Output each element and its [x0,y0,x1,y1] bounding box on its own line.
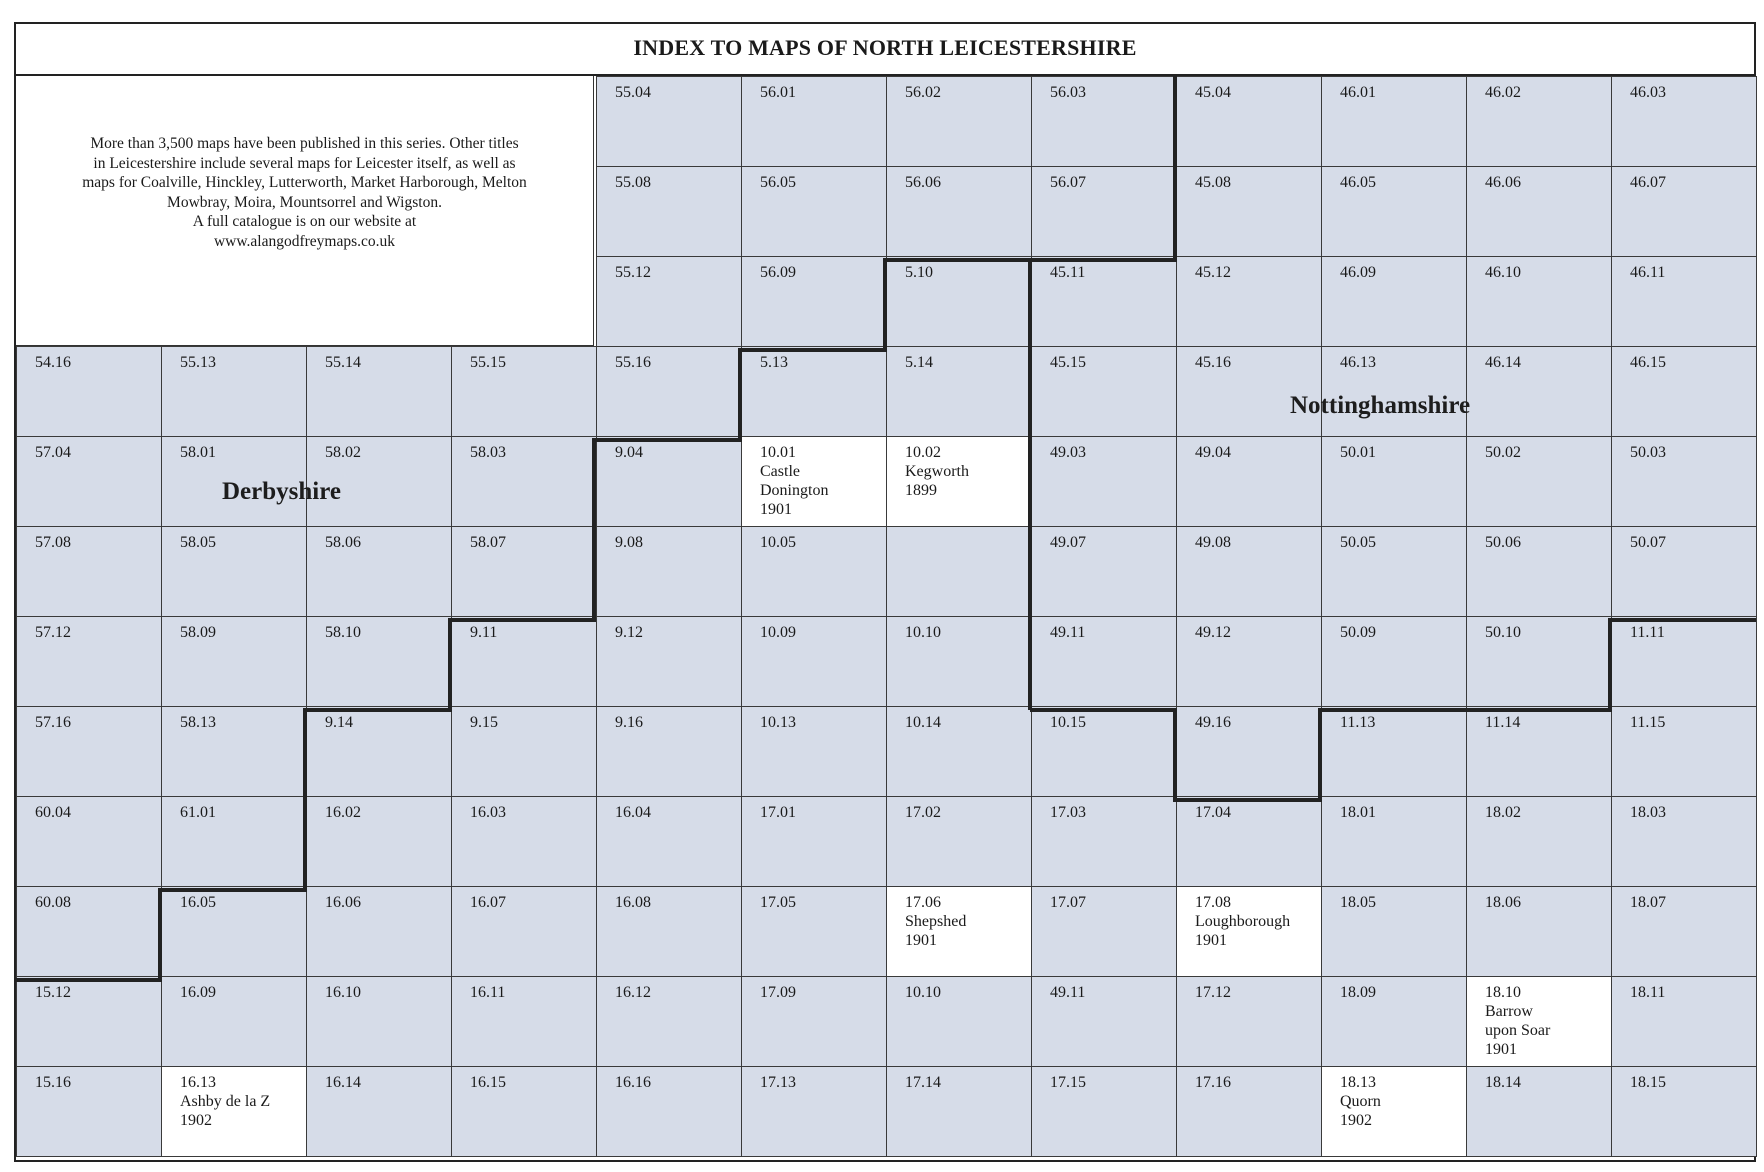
sheet-label: 56.06 [905,174,941,191]
sheet-label: 16.03 [470,804,506,821]
county-boundary-line [14,76,1175,980]
sheet-label: 9.15 [470,714,498,731]
county-label-nottinghamshire: Nottinghamshire [1290,392,1471,419]
sheet-label: 49.11 [1050,624,1086,641]
sheet-label: 46.11 [1630,264,1666,281]
sheet-label: 18.14 [1485,1074,1521,1091]
sheet-label: 17.02 [905,804,941,821]
sheet-label: 55.16 [615,354,651,371]
sheet-label: 18.07 [1630,894,1666,911]
sheet-label: 50.09 [1340,624,1376,641]
sheet-label: 16.08 [615,894,651,911]
sheet-label: 17.01 [760,804,796,821]
sheet-label: 9.12 [615,624,643,641]
sheet-label: 16.16 [615,1074,651,1091]
sheet-label: 45.04 [1195,84,1231,101]
sheet-label: 58.07 [470,534,506,551]
sheet-label: 10.05 [760,534,796,551]
map-title: INDEX TO MAPS OF NORTH LEICESTERSHIRE [14,22,1756,76]
sheet-label: 5.13 [760,354,788,371]
sheet-label: 49.07 [1050,534,1086,551]
sheet-label: 46.15 [1630,354,1666,371]
sheet-label: 58.03 [470,444,506,461]
sheet-label: 16.09 [180,984,216,1001]
sheet-label: 10.01 Castle Donington 1901 [760,444,829,518]
sheet-label: 46.09 [1340,264,1376,281]
sheet-label: 46.10 [1485,264,1521,281]
sheet-label: 17.07 [1050,894,1086,911]
sheet-label: 18.09 [1340,984,1376,1001]
sheet-label: 11.15 [1630,714,1666,731]
sheet-label: 17.05 [760,894,796,911]
info-line: Mowbray, Moira, Mountsorrel and Wigston. [167,193,442,211]
sheet-label: 16.12 [615,984,651,1001]
sheet-label: 46.13 [1340,354,1376,371]
sheet-label: 54.16 [35,354,71,371]
county-boundary-line [1030,620,1756,800]
sheet-label: 16.07 [470,894,506,911]
sheet-label: 18.03 [1630,804,1666,821]
sheet-label: 9.16 [615,714,643,731]
sheet-label: 10.14 [905,714,941,731]
info-line: in Leicestershire include several maps for Leicester itself, as well as [93,154,516,172]
info-line: maps for Coalville, Hinckley, Lutterworth, Market Harborough, Melton [82,174,527,191]
sheet-label: 57.16 [35,714,71,731]
sheet-label: 46.03 [1630,84,1666,101]
sheet-label: 50.05 [1340,534,1376,551]
sheet-label: 57.08 [35,534,71,551]
sheet-label: 45.12 [1195,264,1231,281]
sheet-label: 58.02 [325,444,361,461]
sheet-label: 46.01 [1340,84,1376,101]
sheet-label: 61.01 [180,804,216,821]
sheet-label: 16.13 Ashby de la Z 1902 [180,1074,271,1129]
sheet-label: 55.15 [470,354,506,371]
sheet-label: 18.13 Quorn 1902 [1340,1074,1381,1129]
sheet-label: 45.15 [1050,354,1086,371]
sheet-label: 56.05 [760,174,796,191]
sheet-label: 17.06 Shepshed 1901 [905,894,967,949]
sheet-label: 49.12 [1195,624,1231,641]
sheet-label: 16.02 [325,804,361,821]
sheet-label: 60.04 [35,804,71,821]
sheet-label: 46.05 [1340,174,1376,191]
sheet-label: 10.02 Kegworth 1899 [905,444,969,499]
sheet-label: 50.10 [1485,624,1521,641]
sheet-label: 16.06 [325,894,361,911]
sheet-label: 46.02 [1485,84,1521,101]
sheet-label: 9.08 [615,534,643,551]
sheet-label: 10.13 [760,714,796,731]
sheet-label: 57.04 [35,444,71,461]
sheet-label: 16.15 [470,1074,506,1091]
sheet-label: 46.07 [1630,174,1666,191]
sheet-label: 16.04 [615,804,651,821]
sheet-label: 17.12 [1195,984,1231,1001]
sheet-label: 56.01 [760,84,796,101]
sheet-label: 49.16 [1195,714,1231,731]
sheet-label: 50.01 [1340,444,1376,461]
sheet-label: 18.06 [1485,894,1521,911]
sheet-label: 45.16 [1195,354,1231,371]
sheet-label: 18.01 [1340,804,1376,821]
sheet-label: 58.06 [325,534,361,551]
info-line: More than 3,500 maps have been published in this series. Other titles [90,135,519,152]
sheet-label: 46.14 [1485,354,1521,371]
sheet-label: 10.09 [760,624,796,641]
sheet-label: 58.09 [180,624,216,641]
sheet-label: 15.12 [35,984,71,1001]
sheet-label: 9.11 [470,624,498,641]
sheet-label: 5.14 [905,354,933,371]
sheet-label: 49.03 [1050,444,1086,461]
sheet-label: 17.14 [905,1074,941,1091]
sheet-label: 55.13 [180,354,216,371]
sheet-label: 9.14 [325,714,353,731]
sheet-label: 10.10 [905,624,941,641]
sheet-label: 17.09 [760,984,796,1001]
sheet-label: 5.10 [905,264,933,281]
sheet-label: 50.02 [1485,444,1521,461]
sheet-label: 50.07 [1630,534,1666,551]
sheet-label: 45.08 [1195,174,1231,191]
sheet-label: 17.04 [1195,804,1231,821]
sheet-label: 15.16 [35,1074,71,1091]
sheet-label: 18.11 [1630,984,1666,1001]
sheet-label: 55.12 [615,264,651,281]
sheet-label: 17.03 [1050,804,1086,821]
sheet-label: 18.02 [1485,804,1521,821]
sheet-label: 60.08 [35,894,71,911]
sheet-label: 17.13 [760,1074,796,1091]
sheet-label: 10.10 [905,984,941,1001]
sheet-label: 50.06 [1485,534,1521,551]
sheet-label: 18.15 [1630,1074,1666,1091]
sheet-label: 18.10 Barrow upon Soar 1901 [1485,984,1551,1058]
sheet-label: 57.12 [35,624,71,641]
sheet-label: 9.04 [615,444,643,461]
sheet-label: 58.05 [180,534,216,551]
sheet-label: 49.11 [1050,984,1086,1001]
sheet-label: 55.14 [325,354,361,371]
website-link[interactable]: www.alangodfreymaps.co.uk [213,232,396,250]
sheet-label: 16.05 [180,894,216,911]
sheet-label: 55.08 [615,174,651,191]
sheet-label: 17.16 [1195,1074,1231,1091]
sheet-label: 56.07 [1050,174,1086,191]
sheet-label: 17.08 Loughborough 1901 [1195,894,1291,949]
sheet-label: 16.14 [325,1074,361,1091]
sheet-label: 55.04 [615,84,651,101]
info-line: A full catalogue is on our website at [192,213,417,230]
sheet-label: 49.08 [1195,534,1231,551]
sheet-label: 45.11 [1050,264,1086,281]
sheet-label: 58.01 [180,444,216,461]
sheet-label: 50.03 [1630,444,1666,461]
sheet-label: 46.06 [1485,174,1521,191]
sheet-label: 11.14 [1485,714,1521,731]
sheet-label: 11.11 [1630,624,1665,641]
sheet-label: 56.09 [760,264,796,281]
county-label-derbyshire: Derbyshire [222,478,341,505]
sheet-label: 16.10 [325,984,361,1001]
sheet-label: 17.15 [1050,1074,1086,1091]
sheet-label: 11.13 [1340,714,1376,731]
sheet-label: 18.05 [1340,894,1376,911]
sheet-label: 56.02 [905,84,941,101]
sheet-label: 49.04 [1195,444,1231,461]
sheet-label: 58.10 [325,624,361,641]
sheet-label: 10.15 [1050,714,1086,731]
sheet-label: 16.11 [470,984,506,1001]
sheet-label: 58.13 [180,714,216,731]
sheet-label: 56.03 [1050,84,1086,101]
